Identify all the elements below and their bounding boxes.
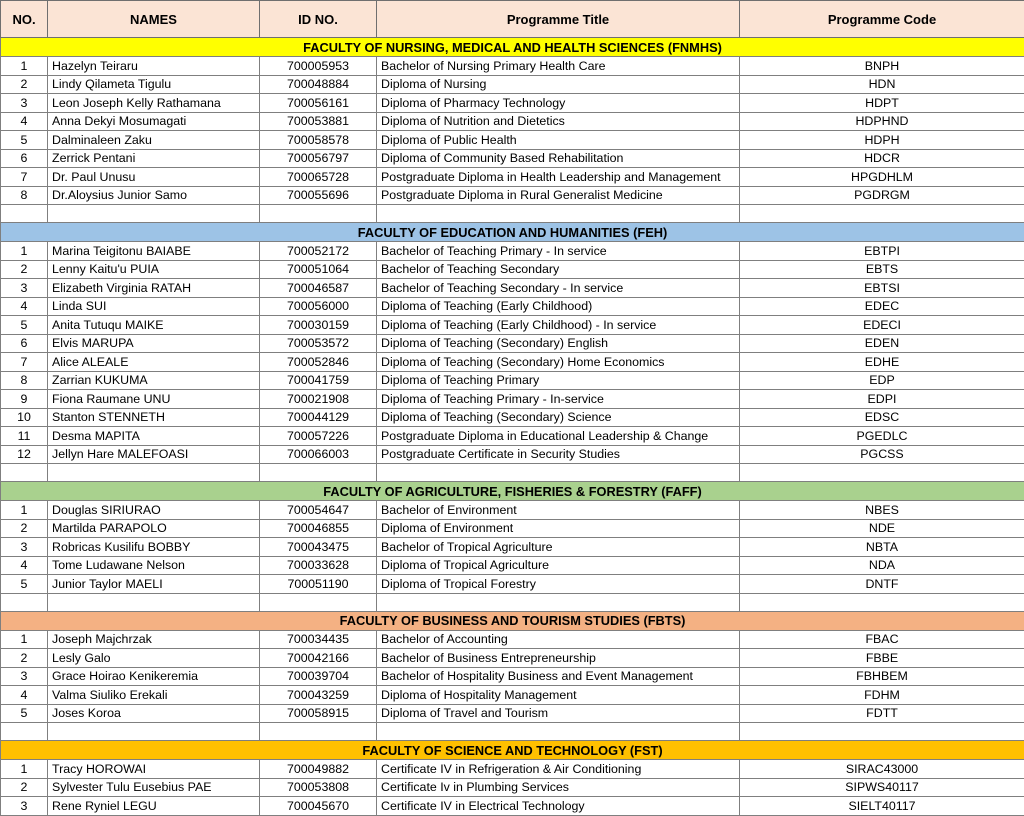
header-row [1, 1, 1024, 38]
table-row [1, 704, 1024, 723]
row-programme-title[interactable]: Diploma of Teaching Primary [377, 371, 740, 390]
row-name[interactable]: Hazelyn Teiraru [48, 57, 260, 76]
row-programme-title[interactable]: Bachelor of Teaching Primary - In service [377, 242, 740, 261]
row-no[interactable]: 8 [1, 371, 48, 390]
row-name[interactable]: Desma MAPITA [48, 427, 260, 446]
row-no[interactable]: 2 [1, 778, 48, 797]
table-row [1, 445, 1024, 464]
row-name[interactable]: Tracy HOROWAI [48, 760, 260, 779]
faculty-header-row [1, 482, 1024, 501]
blank-cell[interactable] [260, 593, 377, 611]
row-no[interactable]: 5 [1, 575, 48, 594]
row-no[interactable]: 3 [1, 94, 48, 113]
row-no[interactable]: 6 [1, 334, 48, 353]
table-row [1, 575, 1024, 594]
row-id[interactable]: 700057226 [260, 427, 377, 446]
row-no[interactable]: 3 [1, 279, 48, 298]
row-id[interactable]: 700034435 [260, 630, 377, 649]
row-id[interactable]: 700052846 [260, 353, 377, 372]
row-name[interactable]: Martilda PARAPOLO [48, 519, 260, 538]
row-programme-code[interactable]: FBBE [740, 649, 1024, 668]
blank-cell[interactable] [740, 593, 1024, 611]
table-row [1, 353, 1024, 372]
blank-cell[interactable] [377, 464, 740, 482]
row-id[interactable]: 700042166 [260, 649, 377, 668]
blank-cell[interactable] [1, 593, 48, 611]
table-row [1, 519, 1024, 538]
row-programme-code[interactable]: HDN [740, 75, 1024, 94]
row-programme-code[interactable]: FBHBEM [740, 667, 1024, 686]
row-id[interactable]: 700048884 [260, 75, 377, 94]
row-no[interactable]: 1 [1, 501, 48, 520]
row-programme-code[interactable]: EDEC [740, 297, 1024, 316]
row-name[interactable]: Robricas Kusilifu BOBBY [48, 538, 260, 557]
table-row [1, 686, 1024, 705]
row-programme-title[interactable]: Diploma of Hospitality Management [377, 686, 740, 705]
blank-cell[interactable] [740, 205, 1024, 223]
row-no[interactable]: 4 [1, 686, 48, 705]
row-programme-code[interactable]: EDECI [740, 316, 1024, 335]
row-no[interactable]: 12 [1, 445, 48, 464]
row-no[interactable]: 6 [1, 149, 48, 168]
row-no[interactable]: 9 [1, 390, 48, 409]
row-programme-title[interactable]: Diploma of Teaching (Secondary) Home Economics [377, 353, 740, 372]
row-programme-title[interactable]: Certificate IV in Electrical Technology [377, 797, 740, 816]
blank-cell[interactable] [260, 205, 377, 223]
row-programme-title[interactable]: Diploma of Pharmacy Technology [377, 94, 740, 113]
table-row [1, 778, 1024, 797]
row-name[interactable]: Dalminaleen Zaku [48, 131, 260, 150]
row-name[interactable]: Zarrian KUKUMA [48, 371, 260, 390]
row-programme-code[interactable]: HDCR [740, 149, 1024, 168]
row-name[interactable]: Dr. Paul Unusu [48, 168, 260, 187]
row-no[interactable]: 5 [1, 131, 48, 150]
table-row [1, 371, 1024, 390]
row-id[interactable]: 700044129 [260, 408, 377, 427]
blank-cell[interactable] [260, 464, 377, 482]
row-id[interactable]: 700051190 [260, 575, 377, 594]
row-name[interactable]: Anna Dekyi Mosumagati [48, 112, 260, 131]
row-programme-code[interactable]: HDPT [740, 94, 1024, 113]
row-programme-title[interactable]: Diploma of Environment [377, 519, 740, 538]
blank-cell[interactable] [48, 593, 260, 611]
row-programme-code[interactable]: DNTF [740, 575, 1024, 594]
table-row [1, 186, 1024, 205]
row-programme-code[interactable]: SIELT40117 [740, 797, 1024, 816]
row-id[interactable]: 700052172 [260, 242, 377, 261]
blank-row [1, 723, 1024, 741]
row-id[interactable]: 700005953 [260, 57, 377, 76]
row-programme-code[interactable]: NDA [740, 556, 1024, 575]
row-programme-title[interactable]: Diploma of Nutrition and Dietetics [377, 112, 740, 131]
faculty-title[interactable]: FACULTY OF SCIENCE AND TECHNOLOGY (FST) [1, 741, 1024, 760]
row-programme-title[interactable]: Postgraduate Certificate in Security Studies [377, 445, 740, 464]
row-no[interactable]: 7 [1, 353, 48, 372]
row-no[interactable]: 2 [1, 260, 48, 279]
table-row [1, 149, 1024, 168]
row-programme-title[interactable]: Postgraduate Diploma in Health Leadership and Management [377, 168, 740, 187]
row-programme-code[interactable]: PGEDLC [740, 427, 1024, 446]
blank-cell[interactable] [1, 723, 48, 741]
row-name[interactable]: Linda SUI [48, 297, 260, 316]
blank-cell[interactable] [48, 464, 260, 482]
row-name[interactable]: Leon Joseph Kelly Rathamana [48, 94, 260, 113]
blank-cell[interactable] [740, 723, 1024, 741]
table-row [1, 242, 1024, 261]
row-programme-title[interactable]: Bachelor of Nursing Primary Health Care [377, 57, 740, 76]
row-name[interactable]: Douglas SIRIURAO [48, 501, 260, 520]
row-name[interactable]: Elvis MARUPA [48, 334, 260, 353]
row-name[interactable]: Tome Ludawane Nelson [48, 556, 260, 575]
blank-cell[interactable] [377, 205, 740, 223]
row-no[interactable]: 11 [1, 427, 48, 446]
row-programme-title[interactable]: Diploma of Community Based Rehabilitation [377, 149, 740, 168]
row-id[interactable]: 700056000 [260, 297, 377, 316]
row-id[interactable]: 700043259 [260, 686, 377, 705]
row-no[interactable]: 1 [1, 630, 48, 649]
row-programme-code[interactable]: EDEN [740, 334, 1024, 353]
row-programme-code[interactable]: SIPWS40117 [740, 778, 1024, 797]
row-no[interactable]: 2 [1, 75, 48, 94]
row-programme-code[interactable]: FDTT [740, 704, 1024, 723]
faculty-title[interactable]: FACULTY OF BUSINESS AND TOURISM STUDIES (FBTS) [1, 611, 1024, 630]
row-programme-title[interactable]: Diploma of Tropical Forestry [377, 575, 740, 594]
faculty-title[interactable]: FACULTY OF NURSING, MEDICAL AND HEALTH SCIENCES (FNMHS) [1, 38, 1024, 57]
row-programme-code[interactable]: NDE [740, 519, 1024, 538]
table-row [1, 75, 1024, 94]
faculty-title[interactable]: FACULTY OF AGRICULTURE, FISHERIES & FORESTRY (FAFF) [1, 482, 1024, 501]
row-id[interactable]: 700053881 [260, 112, 377, 131]
table-row [1, 538, 1024, 557]
row-name[interactable]: Stanton STENNETH [48, 408, 260, 427]
row-no[interactable]: 1 [1, 760, 48, 779]
row-name[interactable]: Junior Taylor MAELI [48, 575, 260, 594]
table-row [1, 408, 1024, 427]
row-name[interactable]: Elizabeth Virginia RATAH [48, 279, 260, 298]
row-no[interactable]: 1 [1, 242, 48, 261]
blank-cell[interactable] [48, 205, 260, 223]
row-programme-code[interactable]: PGDRGM [740, 186, 1024, 205]
row-programme-code[interactable]: PGCSS [740, 445, 1024, 464]
row-name[interactable]: Sylvester Tulu Eusebius PAE [48, 778, 260, 797]
row-name[interactable]: Alice ALEALE [48, 353, 260, 372]
row-id[interactable]: 700041759 [260, 371, 377, 390]
row-id[interactable]: 700053572 [260, 334, 377, 353]
blank-cell[interactable] [48, 723, 260, 741]
row-programme-code[interactable]: FBAC [740, 630, 1024, 649]
header-no[interactable]: NO. [1, 1, 48, 38]
table-row [1, 390, 1024, 409]
row-programme-title[interactable]: Diploma of Travel and Tourism [377, 704, 740, 723]
row-no[interactable]: 4 [1, 112, 48, 131]
row-programme-title[interactable]: Diploma of Teaching (Early Childhood) [377, 297, 740, 316]
faculty-title[interactable]: FACULTY OF EDUCATION AND HUMANITIES (FEH) [1, 223, 1024, 242]
faculty-header-row [1, 38, 1024, 57]
table-row [1, 556, 1024, 575]
row-programme-code[interactable]: HPGDHLM [740, 168, 1024, 187]
row-id[interactable]: 700049882 [260, 760, 377, 779]
table-row [1, 667, 1024, 686]
blank-row [1, 205, 1024, 223]
blank-cell[interactable] [1, 205, 48, 223]
row-name[interactable]: Joseph Majchrzak [48, 630, 260, 649]
table-row [1, 501, 1024, 520]
row-programme-code[interactable]: EBTSI [740, 279, 1024, 298]
row-programme-title[interactable]: Bachelor of Accounting [377, 630, 740, 649]
row-id[interactable]: 700058578 [260, 131, 377, 150]
row-no[interactable]: 1 [1, 57, 48, 76]
row-no[interactable]: 5 [1, 316, 48, 335]
header-programme-code[interactable]: Programme Code [740, 1, 1024, 38]
header-programme-title[interactable]: Programme Title [377, 1, 740, 38]
row-programme-code[interactable]: BNPH [740, 57, 1024, 76]
faculty-header-row [1, 611, 1024, 630]
row-id[interactable]: 700039704 [260, 667, 377, 686]
row-name[interactable]: Anita Tutuqu MAIKE [48, 316, 260, 335]
row-programme-title[interactable]: Diploma of Teaching (Early Childhood) - In service [377, 316, 740, 335]
table-row [1, 131, 1024, 150]
row-programme-code[interactable]: EBTPI [740, 242, 1024, 261]
row-name[interactable]: Grace Hoirao Kenikeremia [48, 667, 260, 686]
row-programme-code[interactable]: EDSC [740, 408, 1024, 427]
blank-row [1, 464, 1024, 482]
row-programme-title[interactable]: Bachelor of Environment [377, 501, 740, 520]
row-name[interactable]: Lindy Qilameta Tigulu [48, 75, 260, 94]
row-programme-code[interactable]: FDHM [740, 686, 1024, 705]
row-id[interactable]: 700043475 [260, 538, 377, 557]
table-row [1, 797, 1024, 816]
row-programme-title[interactable]: Bachelor of Business Entrepreneurship [377, 649, 740, 668]
row-programme-title[interactable]: Certificate Iv in Plumbing Services [377, 778, 740, 797]
row-id[interactable]: 700055696 [260, 186, 377, 205]
row-name[interactable]: Joses Koroa [48, 704, 260, 723]
row-programme-code[interactable]: NBES [740, 501, 1024, 520]
header-names[interactable]: NAMES [48, 1, 260, 38]
row-programme-code[interactable]: HDPH [740, 131, 1024, 150]
row-programme-code[interactable]: HDPHND [740, 112, 1024, 131]
row-no[interactable]: 3 [1, 538, 48, 557]
faculty-header-row [1, 223, 1024, 242]
table-row [1, 57, 1024, 76]
row-programme-title[interactable]: Bachelor of Tropical Agriculture [377, 538, 740, 557]
row-programme-code[interactable]: EBTS [740, 260, 1024, 279]
table-row [1, 316, 1024, 335]
row-name[interactable]: Rene Ryniel LEGU [48, 797, 260, 816]
row-id[interactable]: 700065728 [260, 168, 377, 187]
row-no[interactable]: 7 [1, 168, 48, 187]
row-id[interactable]: 700030159 [260, 316, 377, 335]
row-id[interactable]: 700056161 [260, 94, 377, 113]
blank-cell[interactable] [377, 723, 740, 741]
row-no[interactable]: 4 [1, 297, 48, 316]
row-name[interactable]: Lesly Galo [48, 649, 260, 668]
row-id[interactable]: 700021908 [260, 390, 377, 409]
blank-cell[interactable] [377, 593, 740, 611]
table-row [1, 334, 1024, 353]
row-id[interactable]: 700046587 [260, 279, 377, 298]
row-no[interactable]: 10 [1, 408, 48, 427]
row-id[interactable]: 700053808 [260, 778, 377, 797]
row-name[interactable]: Jellyn Hare MALEFOASI [48, 445, 260, 464]
row-id[interactable]: 700045670 [260, 797, 377, 816]
blank-cell[interactable] [1, 464, 48, 482]
table-row [1, 630, 1024, 649]
blank-cell[interactable] [740, 464, 1024, 482]
row-name[interactable]: Fiona Raumane UNU [48, 390, 260, 409]
row-name[interactable]: Zerrick Pentani [48, 149, 260, 168]
row-programme-code[interactable]: EDP [740, 371, 1024, 390]
row-programme-title[interactable]: Diploma of Teaching (Secondary) Science [377, 408, 740, 427]
row-no[interactable]: 8 [1, 186, 48, 205]
table-row [1, 649, 1024, 668]
row-id[interactable]: 700056797 [260, 149, 377, 168]
row-id[interactable]: 700058915 [260, 704, 377, 723]
row-no[interactable]: 3 [1, 797, 48, 816]
row-programme-title[interactable]: Diploma of Public Health [377, 131, 740, 150]
row-no[interactable]: 2 [1, 519, 48, 538]
row-no[interactable]: 5 [1, 704, 48, 723]
row-programme-code[interactable]: NBTA [740, 538, 1024, 557]
table-row [1, 279, 1024, 298]
row-programme-code[interactable]: EDPI [740, 390, 1024, 409]
row-programme-title[interactable]: Diploma of Nursing [377, 75, 740, 94]
table-row [1, 94, 1024, 113]
row-programme-title[interactable]: Bachelor of Teaching Secondary - In service [377, 279, 740, 298]
table-row [1, 168, 1024, 187]
table-row [1, 760, 1024, 779]
row-programme-title[interactable]: Postgraduate Diploma in Educational Leadership & Change [377, 427, 740, 446]
row-id[interactable]: 700051064 [260, 260, 377, 279]
row-id[interactable]: 700046855 [260, 519, 377, 538]
row-programme-code[interactable]: EDHE [740, 353, 1024, 372]
row-name[interactable]: Dr.Aloysius Junior Samo [48, 186, 260, 205]
row-id[interactable]: 700033628 [260, 556, 377, 575]
row-name[interactable]: Valma Siuliko Erekali [48, 686, 260, 705]
row-programme-title[interactable]: Diploma of Teaching Primary - In-service [377, 390, 740, 409]
row-programme-title[interactable]: Diploma of Tropical Agriculture [377, 556, 740, 575]
header-id-no[interactable]: ID NO. [260, 1, 377, 38]
row-no[interactable]: 4 [1, 556, 48, 575]
blank-cell[interactable] [260, 723, 377, 741]
table-row [1, 427, 1024, 446]
faculty-header-row [1, 741, 1024, 760]
row-name[interactable]: Marina Teigitonu BAIABE [48, 242, 260, 261]
table-row [1, 112, 1024, 131]
row-id[interactable]: 700066003 [260, 445, 377, 464]
row-name[interactable]: Lenny Kaitu'u PUIA [48, 260, 260, 279]
row-programme-code[interactable]: SIRAC43000 [740, 760, 1024, 779]
row-id[interactable]: 700054647 [260, 501, 377, 520]
row-programme-title[interactable]: Bachelor of Teaching Secondary [377, 260, 740, 279]
row-programme-title[interactable]: Postgraduate Diploma in Rural Generalist Medicine [377, 186, 740, 205]
row-no[interactable]: 3 [1, 667, 48, 686]
table-row [1, 297, 1024, 316]
row-programme-title[interactable]: Certificate IV in Refrigeration & Air Conditioning [377, 760, 740, 779]
table-row [1, 260, 1024, 279]
blank-row [1, 593, 1024, 611]
row-no[interactable]: 2 [1, 649, 48, 668]
row-programme-title[interactable]: Bachelor of Hospitality Business and Event Management [377, 667, 740, 686]
row-programme-title[interactable]: Diploma of Teaching (Secondary) English [377, 334, 740, 353]
